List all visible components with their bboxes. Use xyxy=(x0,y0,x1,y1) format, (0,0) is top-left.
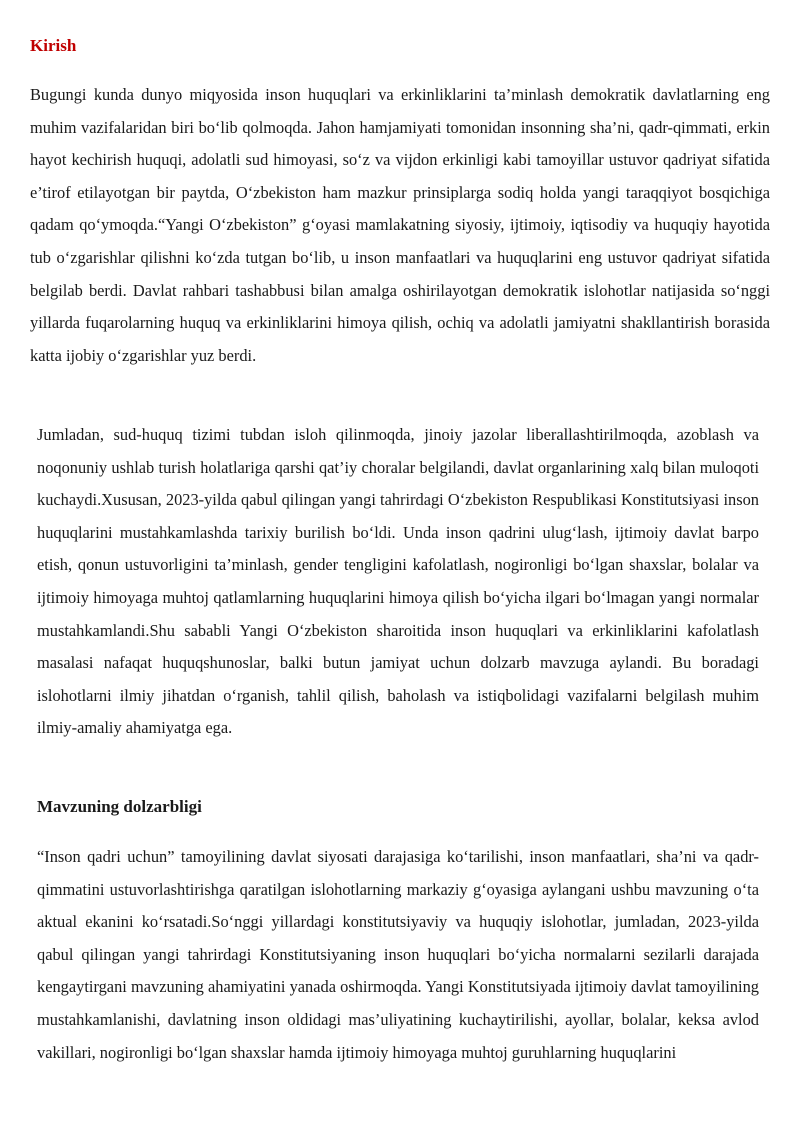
paragraph-relevance: “Inson qadri uchun” tamoyilining davlat siyosati darajasiga ko‘tarilishi, inson manfaatlari, sha’ni va qadr-qimmatini ustuvorlashtirishga qaratilgan islohotlarning markaziy g‘oyasiga aylangani ushbu mavzuning o‘ta aktual ekanini ko‘rsatadi.So‘nggi yillardagi konstitutsiyaviy va huquqiy islohotlar, jumladan, 2023-yilda qabul qilingan yangi tahrirdagi Konstitutsiyaning inson huquqlari bo‘yicha normalarni sezilarli darajada kengaytirgani mavzuning ahamiyatini yanada oshirmoqda. Yangi Konstitutsiyada ijtimoiy davlat tamoyilining mustahkamlanishi, davlatning inson oldidagi mas’uliyatining kuchaytirilishi, ayollar, bolalar, keksa avlod vakillari, nogironligi bo‘lgan shaxslar hamda ijtimoiy himoyaga muhtoj guruhlarning huquqlarini xyxy=(37,847,759,1062)
paragraph-intro-1: Bugungi kunda dunyo miqyosida inson huquqlari va erkinliklarini ta’minlash demokratik davlatlarning eng muhim vazifalaridan biri bo‘lib qolmoqda. Jahon hamjamiyati tomonidan insonning sha’ni, qadr-qimmati, erkin hayot kechirish huquqi, adolatli sud himoyasi, so‘z va vijdon erkinligi kabi tamoyillar ustuvor qadriyat sifatida e’tirof etilayotgan bir paytda, O‘zbekiston ham mazkur prinsiplarga sodiq holda yangi taraqqiyot bosqichiga qadam qo‘ymoqda.“Yangi O‘zbekiston” g‘oyasi mamlakatning siyosiy, ijtimoiy, iqtisodiy va huquqiy hayotida tub o‘zgarishlar qilishni ko‘zda tutgan bo‘lib, u inson manfaatlari va huquqlarini eng ustuvor qadriyat sifatida belgilab berdi. Davlat rahbari tashabbusi bilan amalga oshirilayotgan demokratik islohotlar natijasida so‘nggi yillarda fuqarolarning huquq va erkinliklarini himoya qilish, ochiq va adolatli jamiyatni shakllantirish borasida katta ijobiy o‘zgarishlar yuz berdi. xyxy=(30,85,770,365)
section-heading-intro: Kirish xyxy=(30,36,77,55)
paragraph-intro-2: Jumladan, sud-huquq tizimi tubdan isloh qilinmoqda, jinoiy jazolar liberallashtirilmoqda, azoblash va noqonuniy ushlab turish holatlariga qarshi qat’iy choralar belgilandi, davlat organlarining xalq bilan muloqoti kuchaydi.Xususan, 2023-yilda qabul qilingan yangi tahrirdagi O‘zbekiston Respublikasi Konstitutsiyasi inson huquqlarini mustahkamlashda tarixiy burilish bo‘ldi. Unda inson qadrini ulug‘lash, ijtimoiy davlat barpo etish, qonun ustuvorligini ta’minlash, gender tengligini kafolatlash, nogironligi bo‘lgan shaxslar, bolalar va ijtimoiy himoyaga muhtoj qatlamlarning huquqlarini himoya qilish bo‘yicha ilgari bo‘lmagan yangi normalar mustahkamlandi.Shu sababli Yangi O‘zbekiston sharoitida inson huquqlari va erkinliklarini kafolatlash masalasi nafaqat huquqshunoslar, balki butun jamiyat uchun dolzarb mavzuga aylandi. Bu boradagi islohotlarni ilmiy jihatdan o‘rganish, tahlil qilish, baholash va istiqbolidagi vazifalarni belgilash muhim ilmiy-amaliy ahamiyatga ega. xyxy=(37,425,759,738)
section-heading-relevance: Mavzuning dolzarbligi xyxy=(37,797,202,816)
